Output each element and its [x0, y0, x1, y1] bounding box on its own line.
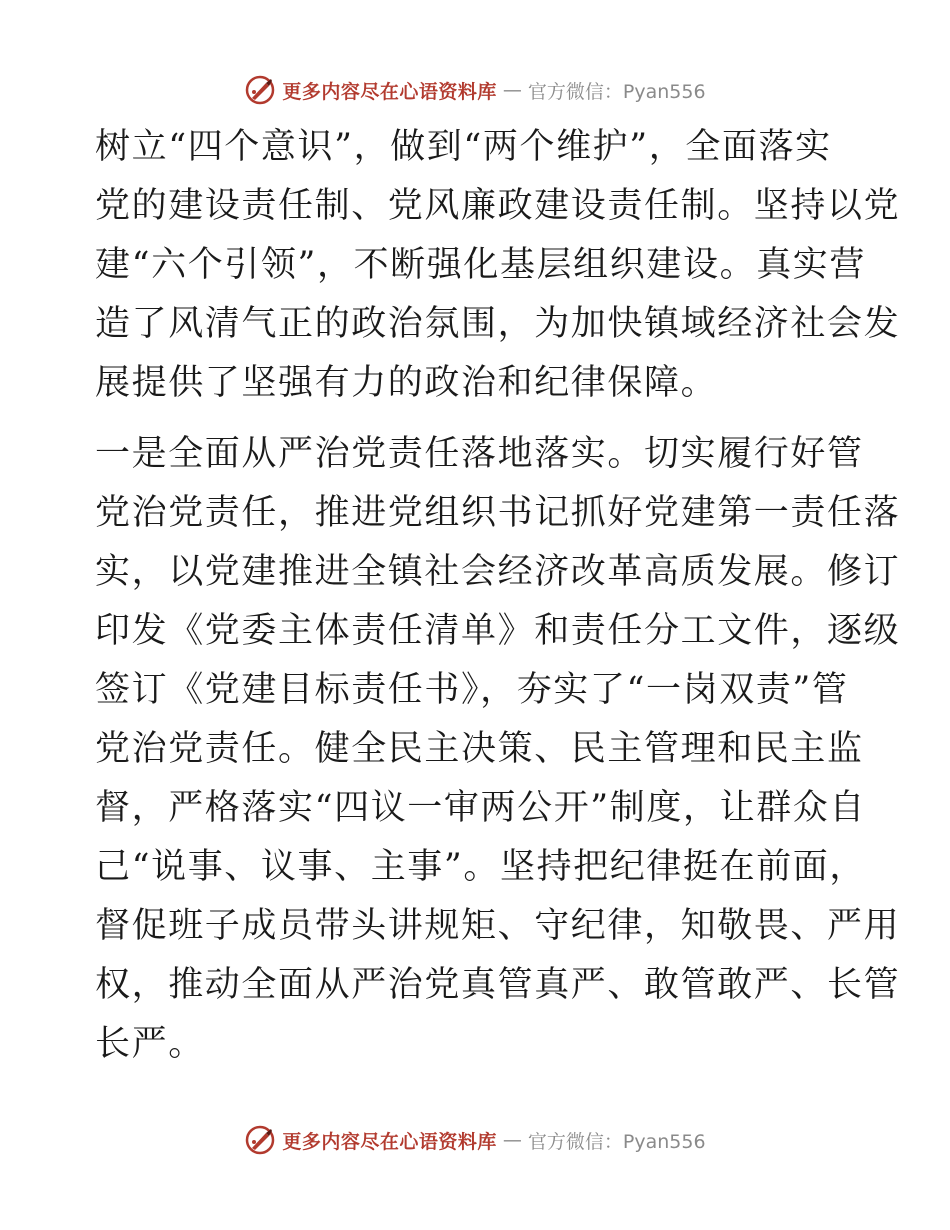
quill-logo-icon	[244, 1124, 276, 1156]
text-line: 建“六个引领”，不断强化基层组织建设。真实营	[95, 245, 866, 285]
document-body	[95, 118, 901, 1074]
text-line: 一是全面从严治党责任落地落实。切实履行好管	[95, 434, 864, 474]
text-line: 己“说事、议事、主事”。坚持把纪律挺在前面，	[95, 847, 866, 887]
text-line: 造了风清气正的政治氛围，为加快镇域经济社会发	[95, 304, 901, 344]
page-header	[0, 70, 950, 110]
footer-brand-text: 更多内容尽在心语资料库	[282, 1130, 497, 1153]
text-line: 党治党责任。健全民主决策、民主管理和民主监	[95, 729, 864, 769]
footer-wechat-text: 官方微信：Pyan556	[527, 1130, 706, 1153]
footer-banner	[244, 1124, 705, 1156]
text-line: 督促班子成员带头讲规矩、守纪律，知敬畏、严用	[95, 906, 901, 946]
paragraph-2	[95, 425, 901, 1074]
quill-logo-icon	[244, 74, 276, 106]
header-separator: —	[502, 79, 522, 101]
header-wechat-text: 官方微信：Pyan556	[527, 80, 706, 103]
footer-separator: —	[502, 1129, 522, 1151]
text-line: 督，严格落实“四议一审两公开”制度，让群众自	[95, 788, 866, 828]
text-line: 实，以党建推进全镇社会经济改革高质发展。修订	[95, 552, 901, 592]
text-line: 展提供了坚强有力的政治和纪律保障。	[95, 363, 718, 403]
text-line: 党治党责任，推进党组织书记抓好党建第一责任落	[95, 493, 901, 533]
text-line: 印发《党委主体责任清单》和责任分工文件，逐级	[95, 611, 901, 651]
paragraph-1	[95, 118, 901, 413]
text-line: 树立“四个意识”，做到“两个维护”，全面落实	[95, 127, 832, 167]
text-line: 长严。	[95, 1024, 205, 1064]
text-line: 签订《党建目标责任书》，夯实了“一岗双责”管	[95, 670, 849, 710]
text-line: 权，推动全面从严治党真管真严、敢管敢严、长管	[95, 965, 901, 1005]
header-banner	[244, 74, 705, 106]
page-footer	[0, 1120, 950, 1160]
text-line: 党的建设责任制、党风廉政建设责任制。坚持以党	[95, 186, 901, 226]
header-brand-text: 更多内容尽在心语资料库	[282, 80, 497, 103]
